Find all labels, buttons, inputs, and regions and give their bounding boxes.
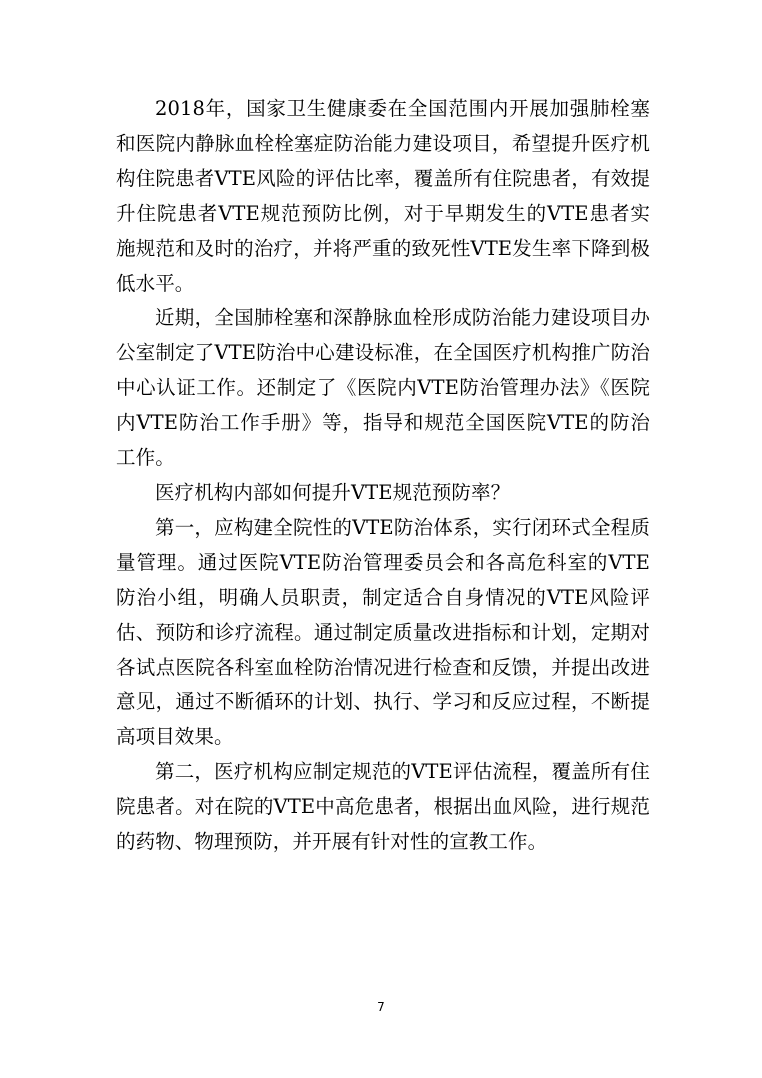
- paragraph-question: 医疗机构内部如何提升VTE规范预防率？: [155, 480, 511, 504]
- paragraph-recent-standards: 近期，全国肺栓塞和深静脉血栓形成防治能力建设项目办公室制定了VTE防治中心建设标准，在全国医疗机构推广防治中心认证工作。还制定了《医院内VTE防治管理办法》《医院内VTE防治工作手册》等，指导和规范全国医院VTE的防治工作。: [116, 306, 650, 470]
- paragraph-second-measure: 第二，医疗机构应制定规范的VTE评估流程，覆盖所有住院患者。对在院的VTE中高危患者，根据出血风险，进行规范的药物、物理预防，并开展有针对性的宣教工作。: [116, 760, 650, 854]
- paragraph-2018-project: 2018年，国家卫生健康委在全国范围内开展加强肺栓塞和医院内静脉血栓栓塞症防治能力建设项目，希望提升医疗机构住院患者VTE风险的评估比率，覆盖所有住院患者，有效提升住院患者VTE规范预防比例，对于早期发生的VTE患者实施规范和及时的治疗，并将严重的致死性VTE发生率下降到极低水平。: [116, 97, 650, 295]
- paragraph-first-measure: 第一，应构建全院性的VTE防治体系，实行闭环式全程质量管理。通过医院VTE防治管理委员会和各高危科室的VTE防治小组，明确人员职责，制定适合自身情况的VTE风险评估、预防和诊疗流程。通过制定质量改进指标和计划，定期对各试点医院各科室血栓防治情况进行检查和反馈，并提出改进意见，通过不断循环的计划、执行、学习和反应过程，不断提高项目效果。: [116, 515, 650, 749]
- page-number: 7: [377, 1000, 385, 1014]
- body-text: [116, 92, 650, 860]
